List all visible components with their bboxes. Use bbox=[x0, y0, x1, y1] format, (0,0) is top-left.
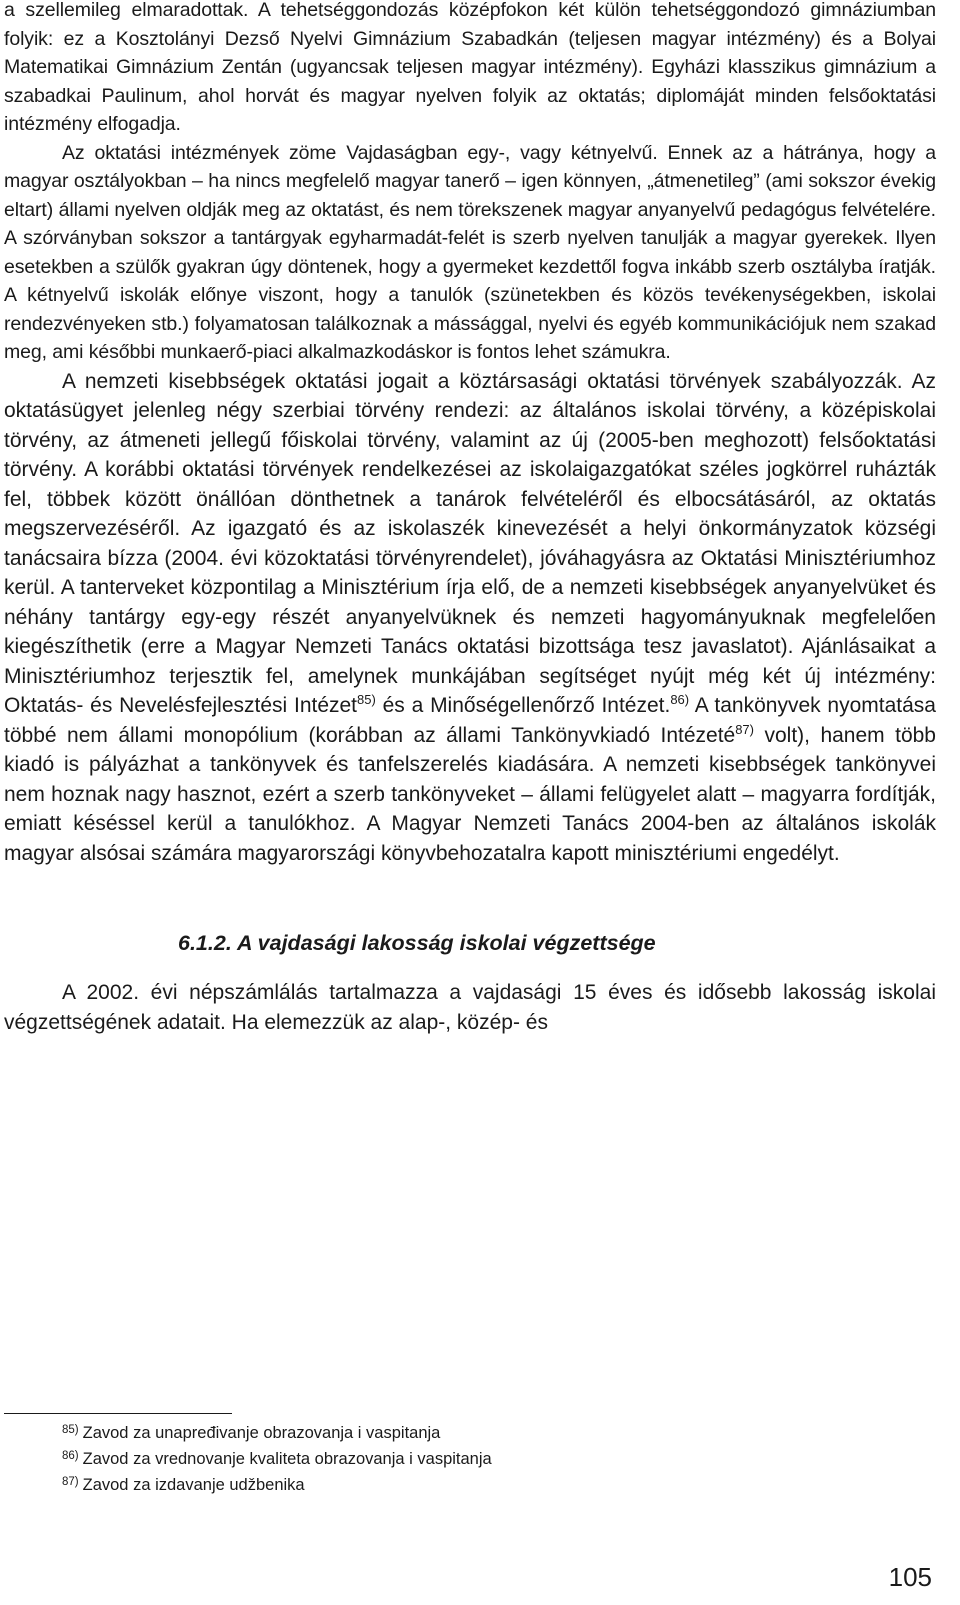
page-number: 105 bbox=[888, 1562, 932, 1592]
footnote-86 bbox=[62, 1445, 492, 1471]
footnote-87 bbox=[62, 1471, 492, 1497]
paragraph-gifted-education: a szellemileg elmaradottak. A tehetséggondozás középfokon két külön tehetséggondozó gimnáziumban folyik: ez a Kosztolányi Dezső Nyelvi Gimnázium Szabadkán (teljesen magyar intézmény) és a Bolyai Matematikai Gimnázium Zentán (ugyancsak teljesen magyar intézmény). Egyházi klasszikus gimnázium a szabadkai Paulinum, ahol horvát és magyar nyelven folyik az oktatás; diplomáját minden felsőoktatási intézmény elfogadja. bbox=[4, 0, 936, 135]
paragraph-census: A 2002. évi népszámlálás tartalmazza a vajdasági 15 éves és idősebb lakosság iskolai végzettségének adatait. Ha elemezzük az alap-, közép- és bbox=[4, 981, 936, 1034]
footnote-divider bbox=[4, 1413, 232, 1414]
heading-gap bbox=[4, 958, 936, 978]
footnote-number: 86) bbox=[62, 1450, 79, 1462]
page-body bbox=[4, 0, 936, 1038]
footnote-number: 87) bbox=[62, 1476, 79, 1488]
footnote-text: Zavod za izdavanje udžbenika bbox=[82, 1476, 305, 1494]
footnote-number: 85) bbox=[62, 1424, 79, 1436]
footnotes bbox=[62, 1419, 492, 1497]
footnote-85 bbox=[62, 1419, 492, 1445]
section-heading: 6.1.2. A vajdasági lakosság iskolai végzettsége bbox=[178, 931, 656, 955]
paragraph-minority-rights bbox=[4, 367, 936, 869]
paragraph-textbooks-cont: volt), hanem több kiadó is pályázhat a tankönyvek és tanfelszerelés kiadására. A nemzeti kisebbségek tankönyvei nem hoznak nagy hasznot, ezért a szerb tankönyveket – állami felügyelet alatt – magyarra fordítják, emiatt késéssel kerül a tanulókhoz. A Magyar Nemzeti Tanács 2004-ben az általános iskolák magyar alsósai számára magyarországi könyvbehozatalra kapott minisztériumi engedélyt. bbox=[4, 723, 936, 865]
paragraph-minority-rights-cont: és a Minőségellenőrző Intézet. bbox=[382, 694, 671, 717]
footnote-text: Zavod za unapređivanje obrazovanja i vaspitanja bbox=[82, 1424, 441, 1442]
footnote-ref-87[interactable]: 87) bbox=[735, 721, 754, 737]
footnote-ref-86[interactable]: 86) bbox=[670, 692, 690, 707]
footnote-ref-85[interactable]: 85) bbox=[357, 692, 376, 707]
paragraph-textbooks-text: A tankönyvek nyomtatása többé nem állami monopólium (korábban az állami Tankönyvkiadó Intézeté bbox=[4, 694, 936, 747]
footnote-text: Zavod za vrednovanje kvaliteta obrazovanja i vaspitanja bbox=[82, 1450, 492, 1468]
paragraph-minority-rights-text: A nemzeti kisebbségek oktatási jogait a köztársasági oktatási törvények szabályozzák. Az oktatásügyet jelenleg négy szerbiai törvény rendezi: az általános iskolai törvény, a középiskolai törvény, az átmeneti jellegű főiskolai törvény, valamint az új (2005-ben meghozott) felsőoktatási törvény. A korábbi oktatási törvények rendelkezései az iskolaigazgatókat széles jogkörrel ruházták fel, többek között önállóan dönthetnek a tanárok felvételéről és elbocsátásáról, az oktatás megszervezéséről. Az igazgató és az iskolaszék kinevezését a helyi önkormányzatok községi tanácsaira bízza (2004. évi közoktatási törvényrendelet), jóváhagyásra az Oktatási Minisztériumhoz kerül. A tanterveket központilag a Minisztérium írja elő, de a nemzeti kisebbségek anyanyelvüket és néhány tantárgy egy-egy részét anyanyelvüknek és nemzeti hagyományuknak megfelelően kiegészíthetik (erre a Magyar Nemzeti Tanács oktatási bizottsága tesz javaslatot). Ajánlásaikat a Minisztériumhoz terjesztik fel, amelynek munkájában segítséget nyújt még két új intézmény: Oktatás- és Nevelésfejlesztési Intézet bbox=[4, 369, 936, 717]
paragraph-bilingual-schools: Az oktatási intézmények zöme Vajdaságban egy-, vagy kétnyelvű. Ennek az a hátránya, hogy a magyar osztályokban – ha nincs megfelelő magyar tanerő – igen könnyen, „átmenetileg” (ami sokszor évekig eltart) állami nyelven oldják meg az oktatást, és nem törekszenek magyar anyanyelvű pedagógus felvételére. A szórványban sokszor a tantárgyak egyharmadát-felét is szerb nyelven tanulják a magyar gyerekek. Ilyen esetekben a szülők gyakran úgy döntenek, hogy a gyermeket kezdettől fogva inkább szerb osztályba íratják. A kétnyelvű iskolák előnye viszont, hogy a tanulók (szünetekben és közös tevékenységekben, iskolai rendezvényeken stb.) folyamatosan találkoznak a mássággal, nyelvi és egyéb kommunikációjuk nem szakad meg, ami későbbi munkaerő-piaci alkalmazkodáskor is fontos lehet számukra. bbox=[4, 141, 936, 363]
section-gap bbox=[4, 868, 936, 928]
